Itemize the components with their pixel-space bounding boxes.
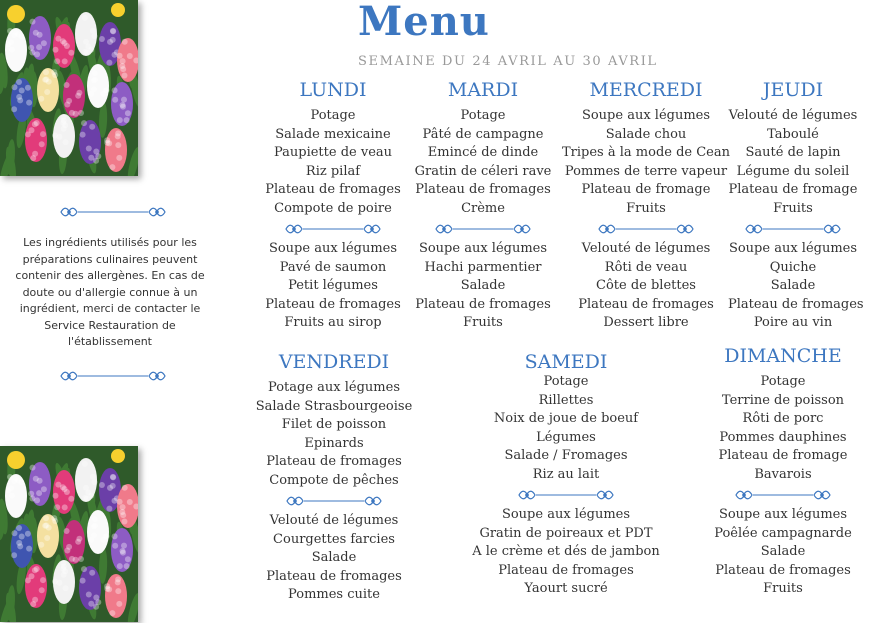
day-column-samedi	[460, 351, 672, 599]
menu-item: Potage	[543, 374, 589, 389]
dinner-menu-list	[236, 240, 430, 333]
menu-item: Plateau de fromages	[415, 182, 551, 197]
menu-item: Taboulé	[767, 126, 819, 142]
menu-item: Plateau de fromages	[265, 182, 401, 197]
day-heading: VENDREDI	[278, 351, 390, 373]
menu-item: Soupe aux légumes	[581, 108, 711, 123]
menu-item: Terrine de poisson	[721, 392, 845, 408]
menu-item: Fruits au sirop	[284, 315, 382, 330]
ornament-divider	[556, 218, 736, 240]
ornament-icon	[284, 493, 384, 509]
menu-item: Riz pilaf	[305, 163, 361, 179]
menu-item: Légume du soleil	[736, 163, 850, 179]
menu-item: Tripes à la mode de Cean	[562, 145, 730, 160]
dinner-menu-list	[698, 506, 868, 599]
menu-item: Salade	[460, 278, 506, 293]
menu-item: Salade	[770, 278, 816, 293]
dinner-menu-list	[408, 240, 558, 333]
ornament-divider-bottom	[58, 368, 168, 384]
menu-item: Pâté de campagne	[422, 126, 544, 142]
lunch-menu-list	[728, 107, 858, 218]
menu-item: Pavé de saumon	[279, 259, 387, 275]
lunch-menu-list	[698, 373, 868, 484]
menu-item: Poire au vin	[753, 315, 833, 330]
menu-item: Plateau de fromages	[728, 296, 864, 312]
menu-item: Dessert libre	[603, 315, 689, 330]
menu-item: Plateau de fromages	[265, 296, 401, 312]
menu-item: Potage	[760, 374, 806, 389]
menu-item: Velouté de légumes	[728, 108, 858, 123]
ornament-icon	[58, 368, 168, 384]
menu-item: Soupe aux légumes	[418, 241, 548, 256]
menu-item: Pommes cuite	[288, 587, 380, 602]
menu-item: Salade / Fromages	[504, 448, 628, 463]
day-heading: JEUDI	[762, 79, 824, 101]
menu-item: Velouté de légumes	[269, 513, 399, 528]
menu-item: Rôti de porc	[742, 411, 824, 426]
menu-item: Soupe aux légumes	[728, 241, 858, 256]
day-heading: LUNDI	[299, 79, 367, 101]
ornament-divider	[728, 218, 858, 240]
ornament-icon	[743, 221, 843, 237]
menu-item: Salade	[311, 550, 357, 565]
day-heading: MERCREDI	[589, 79, 703, 101]
menu-item: Fruits	[763, 581, 803, 596]
dinner-menu-list	[728, 240, 864, 333]
day-column-mercredi	[556, 79, 736, 333]
menu-item: Fruits	[773, 200, 813, 216]
ornament-divider	[460, 484, 672, 506]
menu-item: Plateau de fromages	[266, 568, 402, 584]
day-column-dimanche	[698, 345, 868, 599]
menu-item: Plateau de fromages	[715, 562, 851, 578]
menu-item: Plateau de fromages	[578, 296, 714, 312]
menu-item: Fruits	[463, 315, 503, 330]
menu-item: Gratin de céleri rave	[414, 163, 552, 179]
menu-item: Soupe aux légumes	[501, 507, 631, 522]
week-subtitle: SEMAINE DU 24 AVRIL AU 30 AVRIL	[358, 54, 658, 69]
lunch-menu-list	[408, 107, 558, 218]
menu-item: Paupiette de veau	[273, 145, 393, 160]
menu-item: Potage	[460, 108, 506, 123]
menu-item: Gratin de poireaux et PDT	[479, 525, 653, 541]
menu-item: Plateau de fromages	[498, 562, 634, 578]
menu-item: Epinards	[304, 435, 364, 451]
ornament-divider-top	[58, 204, 168, 220]
allergen-note: Les ingrédients utilisés pour les préparations culinaires peuvent contenir des allergènes. En cas de doute ou d'allergie connue à un ingrédient, merci de contacter le Service Restauration de l'établissement	[15, 236, 205, 348]
menu-item: Compote de poire	[274, 200, 392, 216]
menu-item: Pommes de terre vapeur	[564, 163, 728, 179]
menu-item: Riz au lait	[532, 466, 600, 482]
day-heading: MARDI	[447, 79, 519, 101]
lunch-menu-list	[236, 107, 430, 218]
ornament-icon	[283, 221, 383, 237]
menu-item: Crème	[461, 200, 505, 216]
menu-item: Rôti de veau	[604, 259, 688, 275]
ornament-icon	[733, 487, 833, 503]
ornament-icon	[433, 221, 533, 237]
menu-item: Noix de joue de boeuf	[493, 411, 639, 426]
hyacinth-photo-bottom	[0, 446, 138, 622]
day-column-vendredi	[246, 351, 422, 605]
menu-item: A le crème et dés de jambon	[472, 544, 660, 559]
dinner-menu-list	[246, 512, 422, 605]
day-column-mardi	[408, 79, 558, 333]
menu-item: Courgettes farcies	[273, 531, 395, 547]
menu-item: Sauté de lapin	[745, 145, 841, 160]
menu-item: Salade mexicaine	[275, 126, 391, 142]
ornament-divider	[408, 218, 558, 240]
lunch-menu-list	[460, 373, 672, 484]
menu-item: Compote de pêches	[269, 472, 399, 488]
ornament-divider	[236, 218, 430, 240]
menu-item: Poêlée campagnarde	[714, 525, 852, 541]
lunch-menu-list	[246, 379, 422, 490]
day-column-lundi	[236, 79, 430, 333]
menu-item: Emincé de dinde	[427, 145, 539, 160]
hyacinth-flowers-icon	[0, 446, 138, 622]
day-heading: SAMEDI	[524, 351, 608, 373]
ornament-divider	[698, 484, 868, 506]
dinner-menu-list	[460, 506, 672, 599]
menu-item: Filet de poisson	[281, 417, 387, 432]
menu-item: Potage aux légumes	[268, 380, 400, 395]
menu-item: Côte de blettes	[596, 278, 696, 293]
menu-item: Plateau de fromage	[581, 182, 711, 197]
menu-item: Quiche	[769, 259, 817, 275]
menu-item: Plateau de fromages	[415, 296, 551, 312]
menu-item: Fruits	[626, 200, 666, 216]
menu-item: Bavarois	[754, 466, 812, 482]
hyacinth-flowers-icon	[0, 0, 138, 176]
hyacinth-photo-top	[0, 0, 138, 176]
menu-item: Petit légumes	[288, 278, 378, 293]
menu-item: Velouté de légumes	[581, 241, 711, 256]
day-heading: DIMANCHE	[724, 345, 842, 367]
dinner-menu-list	[556, 240, 736, 333]
menu-item: Rillettes	[538, 392, 594, 408]
ornament-icon	[516, 487, 616, 503]
ornament-icon	[58, 204, 168, 220]
menu-item: Salade Strasbourgeoise	[255, 398, 413, 414]
menu-item: Salade	[760, 544, 806, 559]
ornament-divider	[246, 490, 422, 512]
page-title: Menu	[358, 0, 490, 45]
day-column-jeudi	[728, 79, 864, 333]
menu-item: Soupe aux légumes	[268, 241, 398, 256]
menu-item: Légumes	[536, 429, 596, 445]
menu-item: Soupe aux légumes	[718, 507, 848, 522]
ornament-icon	[596, 221, 696, 237]
menu-item: Potage	[310, 108, 356, 123]
menu-item: Yaourt sucré	[524, 581, 608, 596]
menu-item: Hachi parmentier	[424, 259, 542, 275]
menu-item: Plateau de fromages	[266, 454, 402, 469]
menu-item: Pommes dauphines	[719, 429, 847, 445]
menu-item: Plateau de fromage	[718, 448, 848, 463]
lunch-menu-list	[556, 107, 736, 218]
menu-item: Plateau de fromage	[728, 182, 858, 197]
menu-item: Salade chou	[605, 126, 687, 142]
